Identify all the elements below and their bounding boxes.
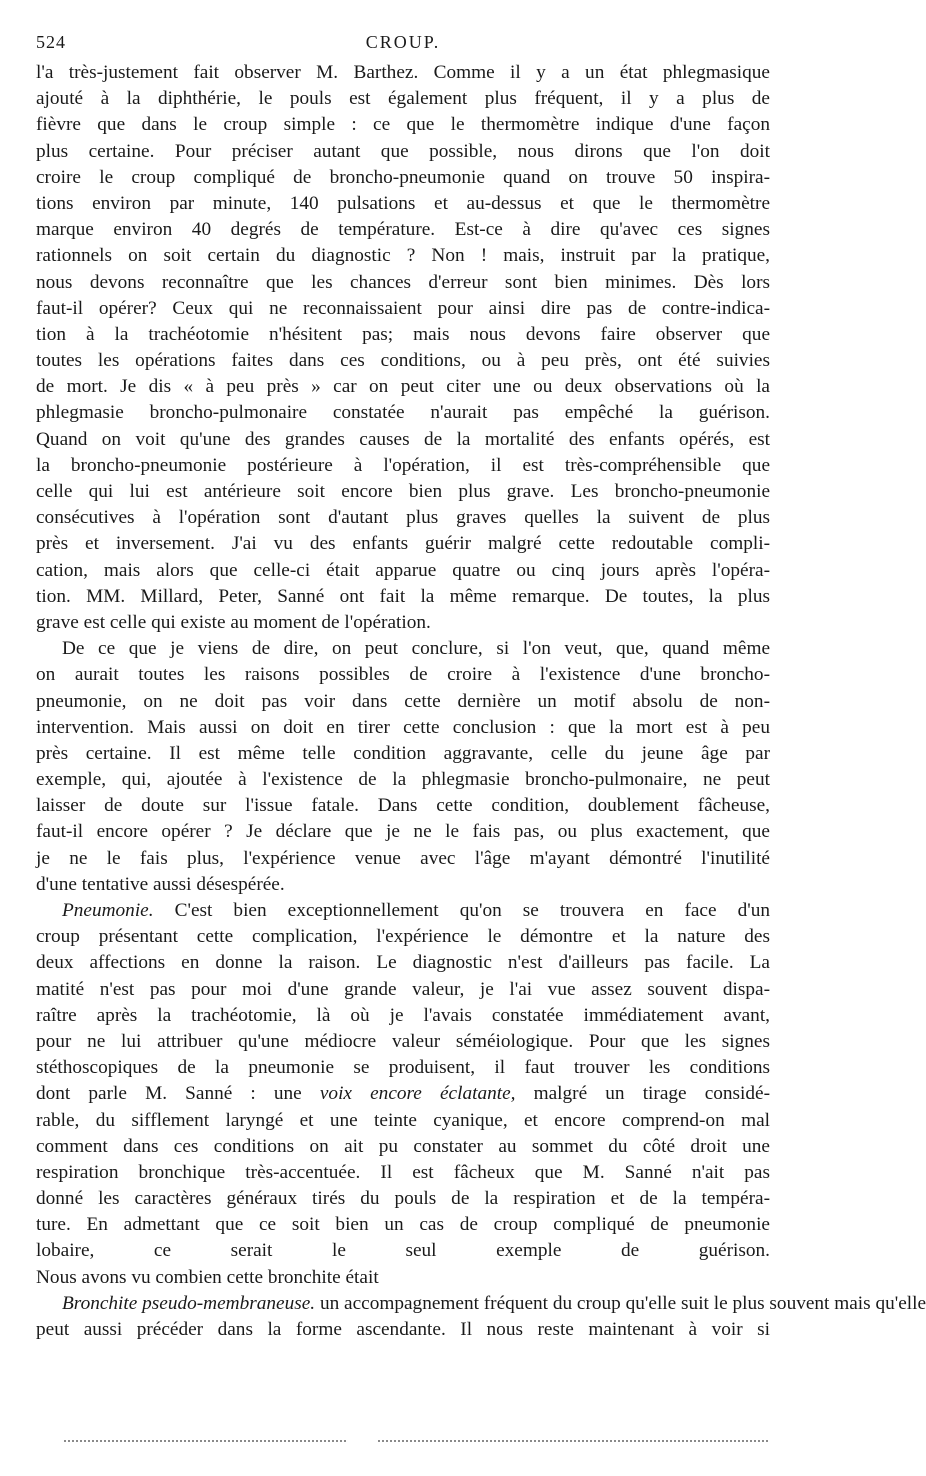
text-line: croup présentant cette complication, l'expérience le démontre et la nature des [36, 926, 770, 948]
text-line: pour ne lui attribuer qu'une médiocre valeur séméiologique. Pour que les signes [36, 1030, 770, 1052]
text-line: tion. MM. Millard, Peter, Sanné ont fait la même remarque. De toutes, la plus [36, 585, 770, 607]
text-line: croire le croup compliqué de broncho-pneumonie quand on trouve 50 inspira- [36, 166, 770, 188]
text-line: ajouté à la diphthérie, le pouls est également plus fréquent, il y a plus de [36, 88, 770, 110]
text-line: fièvre que dans le croup simple : ce que le thermomètre indique d'une façon [36, 114, 770, 136]
quoted-phrase: voix encore éclatante, [319, 1083, 516, 1105]
text-line: nous devons reconnaître que les chances d'erreur sont bien minimes. Dès lors [36, 271, 770, 293]
text-line: ture. En admettant que ce soit bien un cas de croup compliqué de pneumonie [36, 1214, 770, 1236]
text-line: deux affections en donne la raison. Le diagnostic n'est d'ailleurs pas facile. La [36, 952, 770, 974]
text-line: Quand on voit qu'une des grandes causes de la mortalité des enfants opérés, est [36, 428, 770, 450]
book-page [36, 30, 926, 1369]
text-line: faut-il opérer? Ceux qui ne reconnaissaient pour ainsi dire pas de contre-indica- [36, 297, 770, 319]
text-line [36, 1081, 770, 1107]
text-line: cation, mais alors que celle-ci était apparue quatre ou cinq jours après l'opéra- [36, 559, 770, 581]
body-text [36, 60, 926, 1369]
section-heading-pneumonie: Pneumonie. [62, 900, 154, 921]
text-line: je ne le fais plus, l'expérience venue avec l'âge m'ayant démontré l'inutilité [36, 847, 770, 869]
text-line: phlegmasie broncho-pulmonaire constatée n'aurait pas empêché la guérison. [36, 402, 770, 424]
text-line: lobaire, ce serait le seul exemple de guérison. [36, 1240, 770, 1262]
text-line: intervention. Mais aussi on doit en tirer cette conclusion : que la mort est à peu [36, 716, 770, 738]
text-line: consécutives à l'opération sont d'autant plus graves quelles la suivent de plus [36, 507, 770, 529]
text-line: stéthoscopiques de la pneumonie se produisent, il faut trouver les conditions [36, 1057, 770, 1079]
text-line: comment dans ces conditions on ait pu constater au sommet du côté droit une [36, 1135, 770, 1157]
text-line: laisser de doute sur l'issue fatale. Dans cette condition, doublement fâcheuse, [36, 795, 770, 817]
text-line: peut aussi précéder dans la forme ascendante. Il nous reste maintenant à voir si [36, 1319, 770, 1340]
text-line: celle qui lui est antérieure soit encore bien plus grave. Les broncho-pneumonie [36, 481, 770, 502]
text-line: De ce que je viens de dire, on peut conclure, si l'on veut, que, quand même [62, 638, 770, 660]
text-line [36, 898, 770, 924]
page-number: 524 [36, 32, 66, 52]
text-line: tion à la trachéotomie n'hésitent pas; mais nous devons faire observer que [36, 323, 770, 345]
text-line: près et inversement. J'ai vu des enfants guérir malgré cette redoutable compli- [36, 533, 770, 555]
text-fragment: malgré un tirage considé- [533, 1083, 771, 1105]
text-fragment: C'est bien exceptionnellement qu'on se trouvera en face d'un [174, 900, 770, 921]
text-line: faut-il encore opérer ? Je déclare que je ne le fais pas, ou plus exactement, que [36, 821, 770, 843]
text-fragment: dont parle M. Sanné : une [36, 1083, 302, 1105]
footer-divider-right [378, 1440, 768, 1442]
page-header [36, 30, 770, 60]
text-line: grave est celle qui existe au moment de l'opération. [36, 611, 431, 633]
text-line: Nous avons vu combien cette bronchite était [36, 1266, 379, 1288]
text-line: exemple, qui, ajoutée à l'existence de la phlegmasie broncho-pulmonaire, ne peut [36, 769, 770, 791]
text-line: on aurait toutes les raisons possibles de croire à l'existence d'une broncho- [36, 664, 770, 686]
text-line: matité n'est pas pour moi d'une grande valeur, je l'ai vue assez souvent dispa- [36, 978, 770, 1000]
text-line: la broncho-pneumonie postérieure à l'opération, il est très-compréhensible que [36, 454, 770, 476]
text-line: toutes les opérations faites dans ces conditions, ou à peu près, ont été suivies [36, 350, 770, 372]
text-line: raître après la trachéotomie, là où je l'avais constatée immédiatement avant, [36, 1004, 770, 1026]
text-line: près certaine. Il est même telle condition aggravante, celle du jeune âge par [36, 742, 770, 764]
text-line: plus certaine. Pour préciser autant que possible, nous dirons que l'on doit [36, 140, 770, 162]
text-line: marque environ 40 degrés de température. Est-ce à dire qu'avec ces signes [36, 219, 770, 241]
text-line: l'a très-justement fait observer M. Barthez. Comme il y a un état phlegmasique [36, 62, 770, 83]
text-line: respiration bronchique très-accentuée. Il est fâcheux que M. Sanné n'ait pas [36, 1161, 770, 1183]
text-line: donné les caractères généraux tirés du pouls de la respiration et de la tempéra- [36, 1188, 770, 1210]
text-line: de mort. Je dis « à peu près » car on peut citer une ou deux observations où la [36, 376, 770, 398]
text-line: rationnels on soit certain du diagnostic ? Non ! mais, instruit par la pratique, [36, 245, 770, 267]
text-line: pneumonie, on ne doit pas voir dans cette dernière un motif absolu de non- [36, 690, 770, 712]
text-line [36, 1291, 926, 1317]
text-line [36, 1343, 770, 1369]
text-line: d'une tentative aussi désespérée. [36, 873, 285, 895]
text-line: rable, du sifflement laryngé et une teinte cyanique, et encore comprend-on mal [36, 1109, 770, 1131]
footer-divider-left [64, 1440, 346, 1442]
text-fragment: un accompagnement fréquent du croup qu'elle suit le plus souvent mais qu'elle [319, 1292, 926, 1314]
running-title: CROUP. [365, 32, 441, 52]
text-line: tions environ par minute, 140 pulsations et au-dessus et que le thermomètre [36, 192, 770, 214]
section-heading-bronchite: Bronchite pseudo-membraneuse. [62, 1292, 316, 1314]
